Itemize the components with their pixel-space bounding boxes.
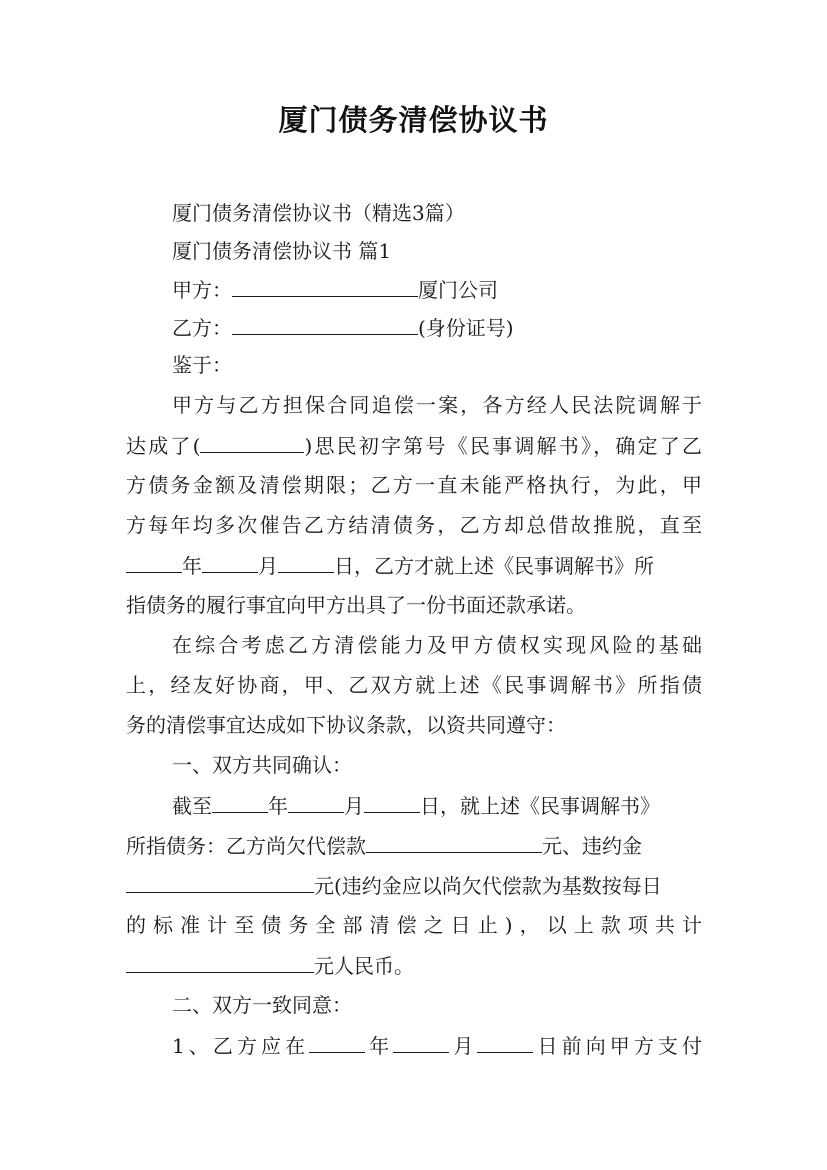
p1-line-1: 甲方与乙方担保合同追偿一案，各方经人民法院调解于 [172, 393, 702, 417]
p3-line-4: 的标准计至债务全部清偿之日止)，以上款项共计 [126, 913, 702, 937]
party-b-label: 乙方： [172, 316, 232, 340]
year-blank [212, 786, 268, 813]
p4-l1-rest: 日前向甲方支付 [533, 1034, 703, 1058]
day-blank [278, 546, 334, 573]
p3-l5-rest: 元人民币。 [314, 954, 414, 978]
day-blank [364, 786, 420, 813]
p1-l2-start: 达成了( [126, 434, 201, 458]
p3-l1-start: 截至 [172, 794, 212, 818]
section-2-heading: 二、双方一致同意： [172, 993, 352, 1017]
section-1-heading: 一、双方共同确认： [172, 753, 352, 777]
party-b-line [172, 308, 702, 346]
p4-l1-start: 1、乙方应在 [172, 1034, 310, 1058]
p3-line-2 [126, 826, 702, 864]
party-a-blank [232, 270, 418, 297]
p1-l2-rest: )思民初字第号《民事调解书》，确定了乙 [304, 434, 702, 458]
year-blank [126, 546, 182, 573]
p3-line-1 [172, 786, 702, 824]
document-title: 厦门债务清偿协议书 [278, 103, 549, 137]
party-b-suffix: (身份证号) [418, 316, 514, 340]
p3-l1-rest: 日，就上述《民事调解书》 [420, 794, 660, 818]
month-label: 月 [449, 1034, 478, 1058]
p3-l3-rest: 元(违约金应以尚欠代偿款为基数按每日 [314, 874, 662, 898]
month-blank [393, 1026, 449, 1053]
part-heading: 厦门债务清偿协议书 篇1 [172, 239, 392, 263]
year-label: 年 [268, 794, 288, 818]
p1-line-6: 指债务的履行事宜向甲方出具了一份书面还款承诺。 [126, 593, 586, 617]
year-blank [309, 1026, 365, 1053]
party-a-label: 甲方： [172, 278, 232, 302]
p1-line-2 [126, 426, 702, 464]
p3-line-5 [126, 946, 702, 984]
month-label: 月 [258, 554, 278, 578]
party-a-line [172, 270, 702, 308]
p3-l2-start: 所指债务：乙方尚欠代偿款 [126, 834, 366, 858]
p4-line-1 [172, 1026, 702, 1064]
subtitle: 厦门债务清偿协议书（精选3篇） [172, 201, 465, 225]
case-number-blank [200, 426, 304, 453]
month-blank [288, 786, 344, 813]
whereas-label: 鉴于： [172, 353, 232, 377]
party-a-suffix: 厦门公司 [418, 278, 498, 302]
total-amount-blank [126, 946, 314, 973]
penalty-amount-blank [126, 866, 314, 893]
p3-line-3 [126, 866, 702, 904]
p2-line-1: 在综合考虑乙方清偿能力及甲方债权实现风险的基础 [172, 633, 702, 657]
p2-line-3: 务的清偿事宜达成如下协议条款，以资共同遵守： [126, 713, 566, 737]
p1-line-3: 方债务金额及清偿期限；乙方一直未能严格执行，为此，甲 [126, 473, 702, 497]
day-blank [477, 1026, 533, 1053]
year-label: 年 [365, 1034, 394, 1058]
p2-line-2: 上，经友好协商，甲、乙双方就上述《民事调解书》所指债 [126, 673, 702, 697]
month-blank [202, 546, 258, 573]
year-label: 年 [182, 554, 202, 578]
party-b-blank [232, 308, 418, 335]
p1-line-5 [126, 546, 702, 584]
compensation-amount-blank [366, 826, 542, 853]
p1-line-4: 方每年均多次催告乙方结清债务，乙方却总借故推脱，直至 [126, 513, 702, 537]
p1-l5-rest: 日，乙方才就上述《民事调解书》所 [334, 554, 654, 578]
p3-l2-rest: 元、违约金 [542, 834, 642, 858]
month-label: 月 [344, 794, 364, 818]
